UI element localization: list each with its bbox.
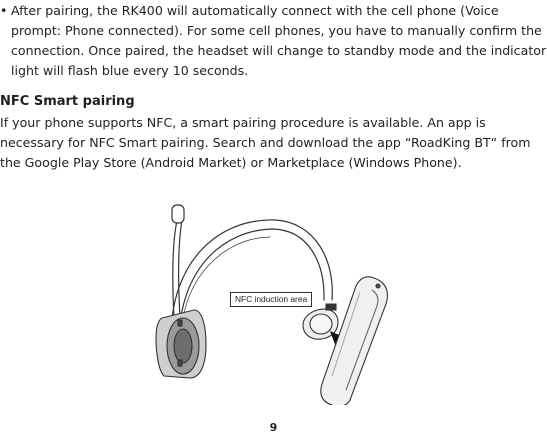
page-number: 9 — [269, 421, 278, 434]
microphone-boom — [173, 216, 178, 318]
bullet-marker: • — [0, 3, 8, 18]
microphone-tip — [172, 205, 184, 223]
nfc-induction-callout: NFC induction area — [230, 292, 312, 307]
section-body: If your phone supports NFC, a smart pairing procedure is available. An app is necessary for NFC Smart pairing. Search and download the app “RoadKing BT“ from the Google Play Store (Android Market) or Marketplace (Windows Phone). — [0, 115, 531, 170]
bullet-paragraph — [0, 1, 547, 81]
bullet-text: After pairing, the RK400 will automatically connect with the cell phone (Voice prompt: Phone connected). For some cell phones, you have to manually confirm the connection. Once paired, the headset will change to standby mode and the indicator light will flash blue every 10 seconds. — [11, 3, 547, 78]
section-heading: NFC Smart pairing — [0, 94, 135, 109]
